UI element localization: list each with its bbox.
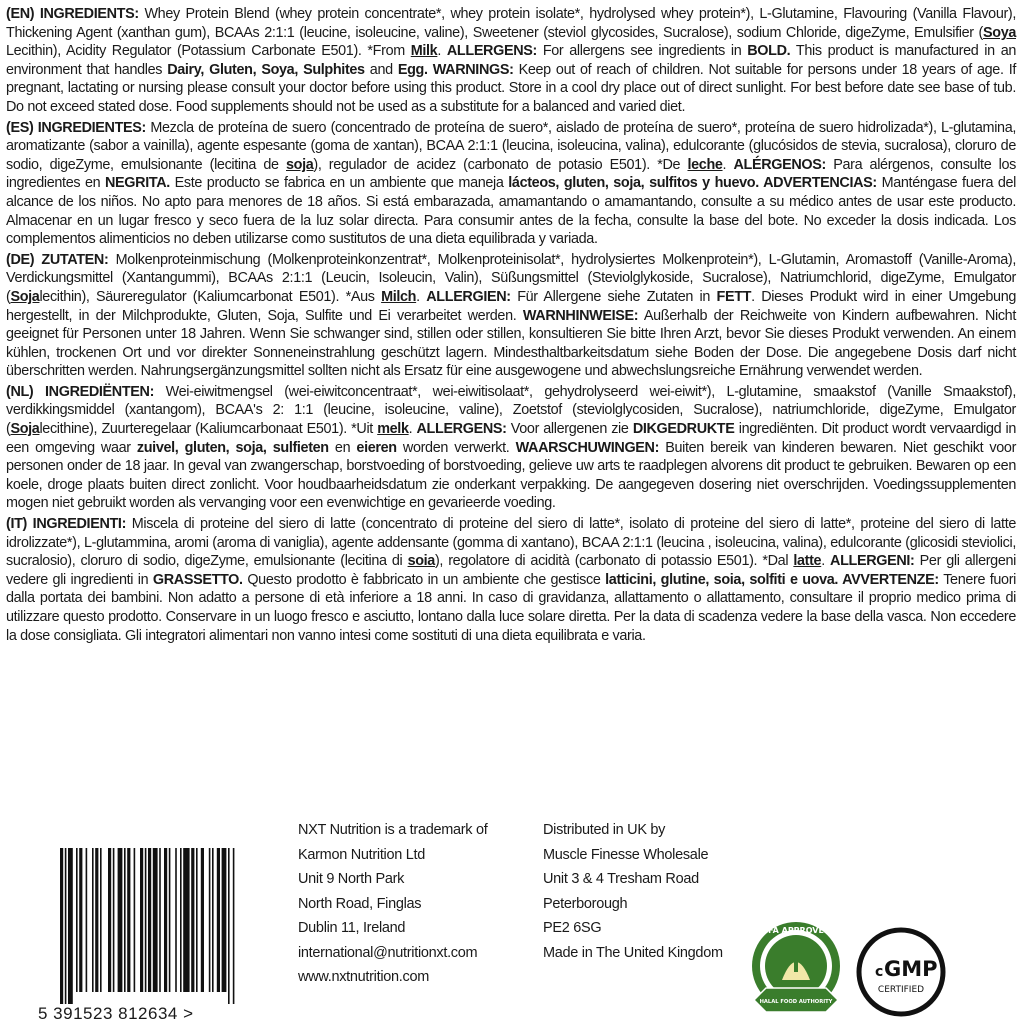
barcode-bar bbox=[159, 848, 161, 992]
text-segment: . bbox=[416, 288, 427, 305]
text-segment: Whey Protein Blend (whey protein concentrate*, whey protein isolate*, hydrolysed whey protein*), L-Glutamine, Flavouring (Vanilla Flavour), Thickening Agent (xanthan gum), BCAAs 2:1:1 (leucine, isoleucine, valine), Sweetener (steviol glycosides, Sucralose), sodium Chloride, digeZyme, Emulsifier ( bbox=[6, 6, 1017, 41]
barcode-bar bbox=[145, 848, 147, 992]
bold-heading: Dairy, Gluten, Soya, Sulphites bbox=[167, 61, 365, 78]
distributor-address bbox=[543, 818, 723, 965]
bold-heading: GRASSETTO. bbox=[152, 571, 243, 588]
text-segment: Lecithin), Acidity Regulator (Potassium Carbonate E501). *From bbox=[6, 43, 411, 60]
barcode-bar bbox=[217, 848, 220, 992]
barcode-bar bbox=[191, 848, 194, 992]
distributor-line: Distributed in UK by bbox=[543, 822, 666, 838]
trademark-line: Dublin 11, Ireland bbox=[298, 920, 406, 936]
text-segment: . bbox=[722, 156, 734, 173]
halal-seal-graphic bbox=[742, 918, 850, 1024]
barcode-bar bbox=[95, 848, 98, 992]
barcode-bar bbox=[228, 848, 230, 1004]
text-segment: Manténgase fuera del alcance de los niños. No apto para menores de 18 años. Si está embarazada, amamantando o amamantando, consulte a su médico antes de usar este producto. Almacenar en un lugar fresco y seco fuera de la luz solar directa. Para consumir antes de la fecha, consulte la base del bote. No exceder la dosis indicada. Los complementos alimenticios no deben utilizarse como sustitutos de una dieta equilibrada y variada. bbox=[6, 175, 1017, 248]
section-en bbox=[6, 5, 1016, 117]
bold-heading: WARNHINWEISE: bbox=[522, 307, 639, 324]
barcode-bar bbox=[180, 848, 182, 992]
bold-heading: zuivel, gluten, soja, sulfieten bbox=[136, 439, 329, 456]
barcode-bar bbox=[100, 848, 102, 992]
text-segment: and bbox=[364, 61, 398, 78]
distributor-line: Unit 3 & 4 Tresham Road bbox=[543, 871, 699, 887]
text-segment: worden verwerkt. bbox=[396, 439, 516, 456]
barcode-bar bbox=[79, 848, 82, 992]
barcode-bar bbox=[233, 848, 235, 1004]
barcode-bar bbox=[196, 848, 198, 992]
barcode-bar bbox=[175, 848, 177, 992]
text-segment: Voor allergenen zie bbox=[506, 421, 633, 438]
barcode-digits: 5 391523 812634 > bbox=[38, 1004, 194, 1023]
section-es bbox=[6, 119, 1016, 249]
bold-heading: ALÉRGENOS: bbox=[733, 156, 826, 173]
section-de bbox=[6, 251, 1016, 381]
allergen-word: soja bbox=[286, 156, 314, 173]
text-segment: ), regolatore di acidità (carbonato di potassio E501). *Dal bbox=[434, 553, 794, 570]
trademark-line: North Road, Finglas bbox=[298, 895, 422, 912]
barcode-bar bbox=[65, 848, 67, 1004]
barcode-bars bbox=[30, 848, 270, 1004]
section-it bbox=[6, 515, 1016, 645]
bold-heading: lácteos, gluten, soja, sulfitos y huevo. ADVERTENCIAS: bbox=[508, 175, 877, 192]
bold-heading: DIKGEDRUKTE bbox=[632, 421, 735, 438]
bold-heading: latticini, glutine, soia, solfiti e uova. AVVERTENZE: bbox=[605, 571, 939, 588]
barcode-bar bbox=[140, 848, 143, 992]
bold-heading: (ES) INGREDIENTES: bbox=[6, 119, 146, 136]
text-segment: For allergens see ingredients in bbox=[536, 43, 748, 60]
text-segment: lecithine), Zuurteregelaar (Kaliumcarbonaat E501). *Uit bbox=[39, 421, 378, 438]
allergen-word: latte bbox=[793, 553, 822, 570]
trademark-email: international@nutritionxt.com bbox=[298, 944, 478, 961]
text-segment: This product is manufactured in an environment that handles bbox=[6, 43, 1016, 78]
allergen-word: soia bbox=[407, 553, 435, 570]
barcode-bar bbox=[118, 848, 123, 992]
barcode-bar bbox=[164, 848, 167, 992]
text-segment: Questo prodotto è fabbricato in un ambiente che gestisce bbox=[242, 571, 606, 588]
text-segment: Molkenproteinmischung (Molkenproteinkonzentrat*, Molkenproteinisolat*, hydrolysiertes Molkenprotein*), L-Glutamin, Aromastoff (Vanille-Aroma), Verdickungsmittel (Xantangummi), BCAAs 2:1:1 (Leucin, Isoleucin, Valin), Süßungsmittel (Steviolglykoside, Sucralose), Natriumchlorid, digeZyme, Emulgator ( bbox=[6, 251, 1016, 305]
cgmp-main: GMP bbox=[884, 957, 938, 981]
allergen-word: Soya bbox=[983, 24, 1016, 41]
barcode-bar bbox=[209, 848, 211, 992]
bold-heading: NEGRITA. bbox=[105, 175, 170, 192]
text-segment: ), regulador de acidez (carbonato de potasio E501). *De bbox=[313, 156, 688, 173]
barcode-bar bbox=[222, 848, 227, 992]
text-segment: Außerhalb der Reichweite von Kindern aufbewahren. Nicht geeignet für Personen unter 18 Jahren. Wenn Sie schwanger sind, stillen oder stillen, konsultieren Sie bitte Ihren Arzt, bevor Sie dieses Produkt verwenden. An einem kühlen, trockenen Ort und vor direkter Sonneneinstrahlung geschützt lagern. Mindesthaltbarkeitsdatum siehe Boden der Dose. Die angegebene Dosis darf nicht überschritten werden. Nahrungsergänzungsmittel sollten nicht als Ersatz für eine ausgewogene und abwechslungsreiche Ernährung verwendet werden. bbox=[6, 307, 1016, 380]
label-footer bbox=[0, 818, 1024, 1024]
bold-heading: (DE) ZUTATEN: bbox=[6, 251, 109, 268]
barcode-bar bbox=[92, 848, 94, 992]
bold-heading: (NL) INGREDIËNTEN: bbox=[6, 383, 155, 400]
bold-heading: WAARSCHUWINGEN: bbox=[515, 439, 660, 456]
cgmp-sub: CERTIFIED bbox=[877, 985, 925, 995]
bold-heading: ALLERGENI: bbox=[830, 553, 915, 570]
text-segment: Tenere fuori dalla portata dei bambini. Non adatto a persone di età inferiore a 18 anni. In caso di gravidanza, allattamento o allattamento, consultare il proprio medico prima di utilizzare questo prodotto. Conservare in un luogo fresco e asciutto, lontano dalla luce solare diretta. Per la data di scadenza vedere la base della vasca. Non eccedere la dose consigliata. Gli integratori alimentari non vanno intesi come sostituti di una dieta equilibrata e varia. bbox=[6, 571, 1016, 644]
bold-heading: ALLERGIEN: bbox=[426, 288, 511, 305]
barcode-bar bbox=[113, 848, 115, 992]
text-segment: ingrediënten. Dit product wordt vervaardigd in een omgeving waar bbox=[6, 421, 1017, 456]
bold-heading: BOLD. bbox=[747, 43, 791, 60]
text-segment: Keep out of reach of children. Not suitable for persons under 18 years of age. If pregnant, lactating or nursing please consult your doctor before using this product. Store in a cool dry place out of direct sunlight. For best before date see base of tub. Do not exceed stated dose. Food supplements should not be used as a substitute for a balanced and varied diet. bbox=[6, 61, 1016, 115]
barcode-bar bbox=[108, 848, 111, 992]
text-segment: . bbox=[437, 43, 447, 60]
barcode-bar bbox=[153, 848, 158, 992]
text-segment: Este producto se fabrica en un ambiente que maneja bbox=[169, 175, 509, 192]
text-segment: Buiten bereik van kinderen bewaren. Niet geschikt voor personen onder de 18 jaar. In geval van zwangerschap, borstvoeding of borstvoeding, gelieve uw arts te raadplegen alvorens dit product te gebruiken. Bewaren op een koele, droge plaats buiten direct zonlicht. Voor houdbaarheidsdatum zie onderkant verpakking. De aangegeven dosering niet overschrijden. Voedingssupplementen mogen niet gebruikt worden als vervanging voor een evenwichtige en gevarieerde voeding. bbox=[6, 439, 1017, 512]
text-segment: Para alérgenos, consulte los ingredientes en bbox=[6, 156, 1017, 192]
trademark-address bbox=[298, 818, 487, 990]
allergen-word: leche bbox=[687, 156, 723, 173]
cgmp-prefix: c bbox=[875, 964, 884, 980]
allergen-word: melk bbox=[377, 421, 409, 438]
section-nl bbox=[6, 383, 1016, 513]
trademark-line: Karmon Nutrition Ltd bbox=[298, 846, 425, 863]
cgmp-seal-graphic bbox=[855, 926, 947, 1018]
barcode-bar bbox=[76, 848, 78, 992]
cgmp-certified-seal bbox=[855, 926, 947, 1018]
allergen-word: Milk bbox=[410, 43, 438, 60]
halal-top-text: HFA APPROVED bbox=[761, 926, 831, 935]
bold-heading: ALLERGENS: bbox=[416, 421, 507, 438]
text-segment: . bbox=[821, 553, 831, 570]
trademark-line: Unit 9 North Park bbox=[298, 871, 405, 887]
bold-heading: (IT) INGREDIENTI: bbox=[6, 516, 127, 533]
halal-bottom-text: HALAL FOOD AUTHORITY bbox=[759, 999, 833, 1005]
bold-heading: Egg. WARNINGS: bbox=[397, 61, 514, 78]
barcode bbox=[30, 848, 270, 1023]
barcode-bar bbox=[212, 848, 214, 992]
barcode-bar bbox=[183, 848, 189, 992]
bold-heading: eieren bbox=[356, 439, 397, 456]
text-segment: Per gli allergeni vedere gli ingredienti in bbox=[6, 553, 1016, 588]
bold-heading: FETT bbox=[716, 288, 752, 305]
barcode-bar bbox=[201, 848, 204, 992]
distributor-line: Peterborough bbox=[543, 895, 628, 912]
text-segment: lecithin), Säureregulator (Kaliumcarbonat E501). *Aus bbox=[39, 288, 382, 305]
text-segment: Wei-eiwitmengsel (wei-eiwitconcentraat*, wei-eiwitisolaat*, gehydrolyseerd wei-eiwit*), L-glutamine, smaakstof (Vanille Smaakstof), verdikkingsmiddel (xantangom), BCAA's 2: 1:1 (leucine, isoleucine, valine), Zoetstof (steviolglycosiden, Sucralose), natriumchloride, digeZyme, Emulgator ( bbox=[6, 383, 1016, 438]
trademark-line: NXT Nutrition is a trademark of bbox=[298, 822, 488, 838]
text-segment: Mezcla de proteína de suero (concentrado de proteína de suero*, aislado de proteína de suero*, proteína de suero hidrolizada*), L-glutamina, aromatizante (sabor a vainilla), agente espesante (goma de xantan), BCAA 2:1:1 (leucina, isoleucina, valina), edulcorante (glucósidos de stevia, sucralosa), cloruro de sodio, digeZyme, emulsionante (lecitina de bbox=[6, 119, 1017, 173]
text-segment: en bbox=[328, 439, 357, 456]
allergen-word: Soja bbox=[10, 421, 40, 438]
allergen-word: Soja bbox=[10, 288, 40, 305]
trademark-website: www.nxtnutrition.com bbox=[298, 969, 429, 985]
distributor-line: Muscle Finesse Wholesale bbox=[543, 846, 709, 863]
barcode-bar bbox=[60, 848, 63, 1004]
barcode-bar bbox=[124, 848, 126, 992]
barcode-bar bbox=[148, 848, 151, 992]
text-segment: Miscela di proteine del siero di latte (concentrato di proteine del siero di latte*, isolato di proteine del siero di latte*, proteine del siero di latte idrolizzate*), L-glutammina, aromi (aroma di vaniglia), agente addensante (gomma di xantano), BCAA 2:1:1 (leucina , isoleucina, valina), edulcorante (glicosidi steviolici, sucralosio), cloruro di sodio, digeZyme, emulsionante (lecitina di bbox=[6, 516, 1016, 570]
text-segment: . Dieses Produkt wird in einer Umgebung hergestellt, in der Milchprodukte, Gluten, Soja, Sulfite und Ei verarbeitet werden. bbox=[6, 288, 1017, 324]
barcode-bar bbox=[86, 848, 88, 992]
barcode-bar bbox=[169, 848, 171, 992]
bold-heading: (EN) INGREDIENTS: bbox=[6, 6, 139, 22]
text-segment: Für Allergene siehe Zutaten in bbox=[510, 288, 717, 305]
made-in-line: Made in The United Kingdom bbox=[543, 944, 723, 961]
barcode-bar bbox=[134, 848, 136, 992]
distributor-line: PE2 6SG bbox=[543, 920, 602, 936]
barcode-bar bbox=[68, 848, 73, 1004]
allergen-word: Milch bbox=[381, 288, 417, 305]
bold-heading: ALLERGENS: bbox=[446, 43, 537, 60]
barcode-bar bbox=[127, 848, 130, 992]
ingredients-label bbox=[6, 5, 1016, 645]
halal-approved-seal bbox=[742, 918, 850, 1024]
text-segment: . bbox=[408, 421, 417, 438]
